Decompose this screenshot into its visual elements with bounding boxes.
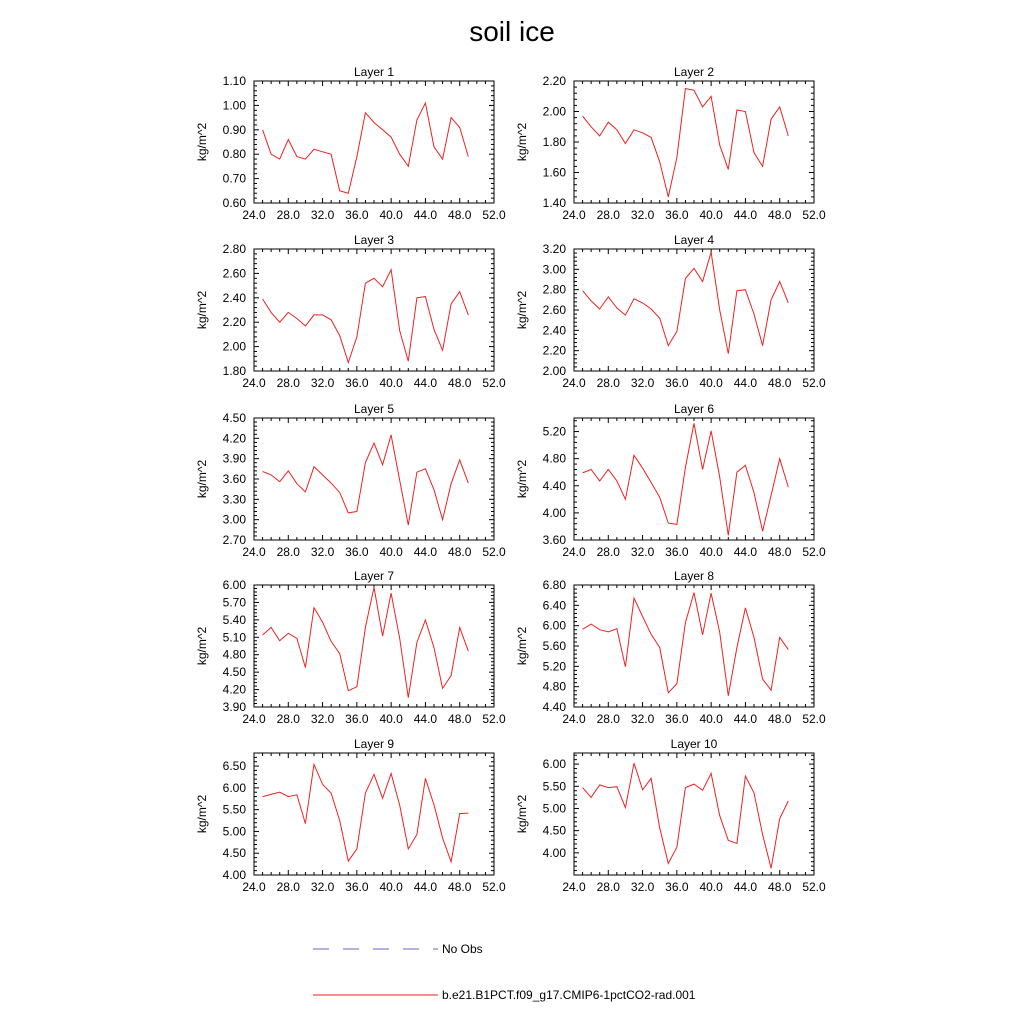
- x-tick-label: 52.0: [482, 376, 506, 390]
- y-tick-label: 3.60: [222, 472, 246, 486]
- y-tick-label: 5.10: [222, 630, 246, 645]
- y-tick-label: 3.90: [222, 700, 246, 714]
- x-tick-label: 40.0: [379, 712, 403, 726]
- x-tick-label: 52.0: [802, 376, 826, 390]
- x-tick-label: 32.0: [630, 208, 655, 222]
- x-tick-label: 28.0: [596, 376, 620, 390]
- x-tick-label: 48.0: [768, 545, 792, 559]
- x-tick-label: 28.0: [596, 208, 620, 222]
- y-axis-label: kg/m^2: [515, 459, 529, 499]
- y-tick-label: 2.60: [222, 266, 246, 281]
- x-tick-label: 44.0: [413, 545, 438, 559]
- y-tick-label: 1.00: [222, 98, 246, 113]
- x-tick-label: 24.0: [242, 208, 266, 222]
- x-tick-label: 40.0: [699, 545, 723, 559]
- x-tick-label: 36.0: [665, 376, 689, 390]
- y-tick-label: 4.50: [222, 665, 246, 680]
- x-tick-label: 28.0: [276, 545, 300, 559]
- x-tick-label: 36.0: [345, 376, 369, 390]
- x-tick-label: 28.0: [276, 712, 300, 726]
- x-tick-label: 40.0: [699, 712, 723, 726]
- y-tick-label: 0.60: [222, 196, 246, 210]
- x-tick-label: 24.0: [242, 376, 266, 390]
- x-tick-label: 44.0: [733, 376, 758, 390]
- y-tick-label: 2.60: [542, 303, 566, 317]
- y-axis-label: kg/m^2: [195, 459, 209, 499]
- y-tick-label: 6.50: [222, 759, 246, 774]
- x-tick-label: 28.0: [596, 712, 620, 726]
- x-tick-label: 24.0: [242, 880, 266, 894]
- y-tick-label: 5.20: [542, 659, 566, 674]
- panel-title: Layer 2: [673, 65, 715, 79]
- x-tick-label: 44.0: [413, 880, 438, 894]
- x-tick-label: 28.0: [596, 545, 620, 559]
- x-tick-label: 36.0: [345, 880, 369, 894]
- y-tick-label: 3.00: [542, 262, 566, 277]
- x-tick-label: 36.0: [345, 545, 369, 559]
- x-tick-label: 24.0: [242, 545, 266, 559]
- y-axis-label: kg/m^2: [195, 626, 209, 666]
- y-tick-label: 5.00: [222, 824, 246, 839]
- y-tick-label: 3.30: [222, 492, 246, 507]
- x-tick-label: 48.0: [448, 208, 472, 222]
- y-axis-label: kg/m^2: [195, 290, 209, 330]
- y-tick-label: 5.70: [222, 595, 246, 610]
- y-tick-label: 5.00: [542, 801, 566, 816]
- y-axis-label: kg/m^2: [515, 626, 529, 666]
- y-tick-label: 2.70: [222, 533, 246, 547]
- x-tick-label: 40.0: [699, 376, 723, 390]
- y-tick-label: 4.50: [222, 411, 246, 425]
- y-tick-label: 4.50: [542, 823, 566, 838]
- y-tick-label: 2.00: [542, 104, 566, 119]
- y-axis-label: kg/m^2: [195, 122, 209, 162]
- x-tick-label: 52.0: [482, 208, 506, 222]
- y-tick-label: 3.20: [542, 242, 566, 256]
- x-tick-label: 36.0: [665, 712, 689, 726]
- y-tick-label: 1.40: [542, 196, 566, 210]
- y-tick-label: 4.50: [222, 846, 246, 861]
- y-tick-label: 6.00: [222, 780, 246, 795]
- x-tick-label: 24.0: [242, 712, 266, 726]
- y-tick-label: 4.80: [222, 647, 246, 662]
- x-tick-label: 32.0: [630, 712, 655, 726]
- legend-model-label: b.e21.B1PCT.f09_g17.CMIP6-1pctCO2-rad.001: [442, 988, 696, 1002]
- y-tick-label: 4.00: [222, 868, 246, 882]
- y-tick-label: 1.10: [222, 74, 246, 88]
- panel-title: Layer 8: [673, 569, 715, 583]
- y-tick-label: 2.20: [222, 315, 246, 330]
- x-tick-label: 40.0: [379, 208, 403, 222]
- x-tick-label: 52.0: [802, 545, 826, 559]
- panel-title: Layer 3: [353, 233, 395, 247]
- x-tick-label: 48.0: [768, 880, 792, 894]
- panel-title: Layer 6: [673, 402, 715, 416]
- y-tick-label: 6.40: [542, 598, 566, 613]
- x-tick-label: 36.0: [665, 880, 689, 894]
- x-tick-label: 48.0: [448, 545, 472, 559]
- x-tick-label: 36.0: [665, 208, 689, 222]
- y-tick-label: 2.00: [222, 339, 246, 354]
- x-tick-label: 24.0: [562, 208, 586, 222]
- y-tick-label: 4.40: [542, 700, 566, 714]
- y-tick-label: 4.20: [222, 682, 246, 697]
- y-tick-label: 6.00: [222, 578, 246, 592]
- x-tick-label: 32.0: [310, 712, 335, 726]
- x-tick-label: 44.0: [733, 208, 758, 222]
- x-tick-label: 44.0: [413, 208, 438, 222]
- y-tick-label: 1.80: [222, 364, 246, 378]
- x-tick-label: 28.0: [276, 376, 300, 390]
- x-tick-label: 32.0: [310, 376, 335, 390]
- panel-title: Layer 1: [353, 65, 395, 79]
- x-tick-label: 32.0: [630, 880, 655, 894]
- panel-title: Layer 9: [353, 737, 395, 751]
- y-tick-label: 2.80: [542, 282, 566, 297]
- y-tick-label: 3.00: [222, 512, 246, 527]
- y-tick-label: 4.80: [542, 451, 566, 466]
- x-tick-label: 28.0: [596, 880, 620, 894]
- y-tick-label: 2.40: [222, 290, 246, 305]
- y-tick-label: 2.20: [542, 74, 566, 88]
- x-tick-label: 44.0: [413, 712, 438, 726]
- y-tick-label: 5.50: [542, 779, 566, 794]
- y-axis-label: kg/m^2: [515, 290, 529, 330]
- x-tick-label: 36.0: [345, 712, 369, 726]
- y-tick-label: 1.60: [542, 165, 566, 180]
- x-tick-label: 44.0: [733, 880, 758, 894]
- panel-title: Layer 10: [670, 737, 718, 751]
- figure-title: soil ice: [469, 16, 555, 47]
- y-axis-label: kg/m^2: [195, 794, 209, 834]
- y-tick-label: 2.80: [222, 242, 246, 256]
- y-tick-label: 4.20: [222, 431, 246, 446]
- y-axis-label: kg/m^2: [515, 122, 529, 162]
- x-tick-label: 40.0: [699, 880, 723, 894]
- y-tick-label: 4.00: [542, 845, 566, 860]
- x-tick-label: 48.0: [448, 376, 472, 390]
- y-tick-label: 2.00: [542, 364, 566, 378]
- x-tick-label: 48.0: [448, 880, 472, 894]
- x-tick-label: 28.0: [276, 880, 300, 894]
- x-tick-label: 40.0: [699, 208, 723, 222]
- y-tick-label: 3.60: [542, 533, 566, 547]
- x-tick-label: 52.0: [482, 880, 506, 894]
- x-tick-label: 32.0: [630, 545, 655, 559]
- y-tick-label: 6.00: [542, 618, 566, 633]
- y-tick-label: 0.80: [222, 147, 246, 162]
- x-tick-label: 52.0: [482, 712, 506, 726]
- y-tick-label: 2.40: [542, 323, 566, 338]
- x-tick-label: 32.0: [630, 376, 655, 390]
- x-tick-label: 32.0: [310, 545, 335, 559]
- x-tick-label: 24.0: [562, 712, 586, 726]
- legend-no-obs-label: No Obs: [442, 942, 483, 956]
- y-tick-label: 6.80: [542, 578, 566, 592]
- x-tick-label: 40.0: [379, 880, 403, 894]
- x-tick-label: 52.0: [482, 545, 506, 559]
- y-tick-label: 5.60: [542, 639, 566, 653]
- y-tick-label: 1.80: [542, 135, 566, 149]
- y-tick-label: 2.20: [542, 343, 566, 358]
- y-tick-label: 5.50: [222, 802, 246, 817]
- x-tick-label: 40.0: [379, 545, 403, 559]
- x-tick-label: 24.0: [562, 880, 586, 894]
- x-tick-label: 48.0: [768, 712, 792, 726]
- x-tick-label: 32.0: [310, 208, 335, 222]
- panel-title: Layer 5: [353, 402, 395, 416]
- y-tick-label: 5.40: [222, 612, 246, 627]
- x-tick-label: 44.0: [733, 545, 758, 559]
- x-tick-label: 44.0: [413, 376, 438, 390]
- x-tick-label: 40.0: [379, 376, 403, 390]
- x-tick-label: 52.0: [802, 712, 826, 726]
- y-tick-label: 0.90: [222, 122, 246, 137]
- panel-title: Layer 7: [353, 569, 395, 583]
- y-tick-label: 0.70: [222, 171, 246, 186]
- y-tick-label: 6.00: [542, 757, 566, 772]
- y-tick-label: 5.20: [542, 424, 566, 439]
- x-tick-label: 48.0: [768, 208, 792, 222]
- y-tick-label: 4.00: [542, 505, 566, 520]
- x-tick-label: 28.0: [276, 208, 300, 222]
- x-tick-label: 36.0: [665, 545, 689, 559]
- x-tick-label: 52.0: [802, 880, 826, 894]
- y-tick-label: 3.90: [222, 451, 246, 466]
- panel-title: Layer 4: [673, 233, 715, 247]
- x-tick-label: 36.0: [345, 208, 369, 222]
- y-tick-label: 4.40: [542, 478, 566, 493]
- y-tick-label: 4.80: [542, 679, 566, 694]
- x-tick-label: 44.0: [733, 712, 758, 726]
- x-tick-label: 24.0: [562, 545, 586, 559]
- x-tick-label: 52.0: [802, 208, 826, 222]
- x-tick-label: 32.0: [310, 880, 335, 894]
- x-tick-label: 48.0: [448, 712, 472, 726]
- y-axis-label: kg/m^2: [515, 794, 529, 834]
- x-tick-label: 48.0: [768, 376, 792, 390]
- x-tick-label: 24.0: [562, 376, 586, 390]
